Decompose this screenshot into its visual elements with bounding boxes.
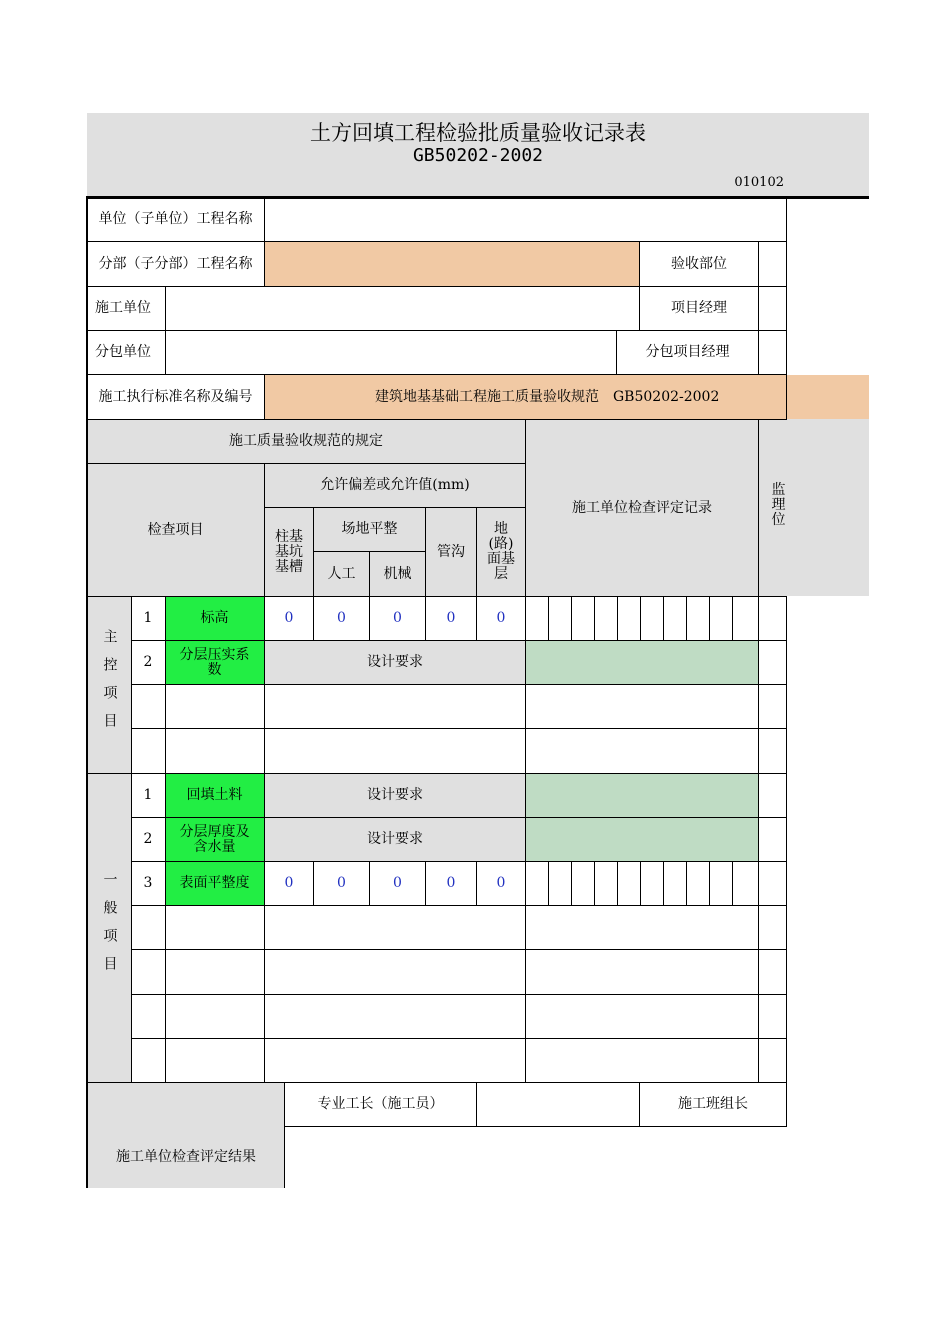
col-manual-header: 人工 [327,565,356,582]
requirement-text: 设计要求 [367,787,423,803]
value-cell[interactable]: 0 [446,875,456,891]
col-site-leveling-header: 场地平整 [341,521,398,537]
standard-name-value: 建筑地基基础工程施工质量验收规范 GB50202-2002 [375,388,720,405]
record-cell[interactable] [526,640,758,684]
foreman-label: 专业工长（施工员） [317,1096,444,1112]
item-name: 分层压实系数 [179,646,250,678]
requirement-text: 设计要求 [367,654,423,670]
row-number: 1 [143,610,153,626]
value-cell[interactable]: 0 [393,875,402,891]
col-road-base-header: 地(路)面基层 [487,521,515,582]
row-number: 2 [143,654,153,670]
value-cell[interactable]: 0 [496,875,506,891]
project-manager-label: 项目经理 [671,300,727,316]
value-cell[interactable]: 0 [284,610,294,626]
item-name: 标高 [200,610,229,626]
item-name: 回填土料 [186,787,243,803]
general-group-label: 一般项目 [101,872,118,984]
construction-unit-label: 施工单位 [95,300,151,316]
record-cell[interactable] [526,817,758,861]
record-cell[interactable] [526,773,758,817]
value-cell[interactable]: 0 [496,610,506,626]
value-cell[interactable]: 0 [337,875,346,891]
subcontract-manager-value[interactable] [759,331,786,374]
constr-record-header: 施工单位检查评定记录 [572,499,712,516]
form-code: 010102 [734,175,784,190]
check-item-header: 检查项目 [147,521,204,538]
item-name: 分层厚度及含水量 [179,823,250,855]
subcontract-unit-label: 分包单位 [95,344,151,360]
sub-project-value-cell[interactable] [265,242,639,286]
subcontract-unit-value[interactable] [166,331,616,374]
row-number: 3 [143,875,153,891]
standard-code: GB50202-2002 [412,145,544,166]
project-manager-value[interactable] [759,287,786,330]
spec-provisions-header: 施工质量验收规范的规定 [229,433,383,449]
allowed-deviation-header: 允许偏差或允许值(mm) [320,477,470,493]
col-trench-header: 管沟 [437,543,465,560]
main-control-group-label: 主控项目 [101,628,118,741]
unit-project-value[interactable] [265,198,786,241]
acceptance-part-value[interactable] [759,242,786,286]
acceptance-part-label: 验收部位 [671,255,727,272]
subcontract-manager-label: 分包项目经理 [645,344,730,360]
result-label: 施工单位检查评定结果 [116,1148,256,1165]
sub-project-label: 分部（子分部）工程名称 [98,255,253,272]
value-cell[interactable]: 0 [393,610,402,626]
item-name: 表面平整度 [179,875,250,891]
row-number: 2 [143,831,153,847]
supervisor-header: 监理位 [771,481,786,528]
requirement-text: 设计要求 [367,831,423,847]
value-cell[interactable]: 0 [284,875,294,891]
value-cell[interactable]: 0 [446,610,456,626]
foreman-value[interactable] [477,1083,639,1126]
page-title: 土方回填工程检验批质量验收记录表 [310,121,646,145]
col-pit-header: 柱基基坑基槽 [275,528,303,575]
standard-name-label: 施工执行标准名称及编号 [98,388,253,405]
col-machine-header: 机械 [383,565,412,582]
value-cell[interactable]: 0 [337,610,346,626]
row-number: 1 [143,787,153,803]
team-leader-label: 施工班组长 [678,1096,748,1112]
construction-unit-value[interactable] [166,287,639,330]
unit-project-label: 单位（子单位）工程名称 [98,211,253,227]
